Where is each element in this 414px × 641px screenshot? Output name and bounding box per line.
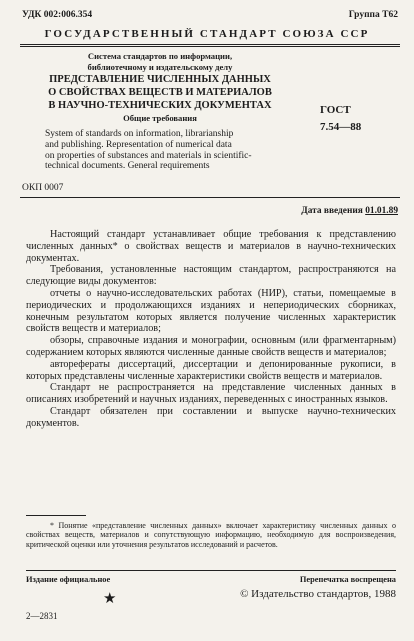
header-rule-top — [20, 44, 400, 45]
english-line-2: and publishing. Representation of numerical data — [45, 139, 232, 150]
general-requirements: Общие требования — [123, 113, 197, 123]
introduction-date — [301, 206, 398, 216]
footer-rule — [26, 570, 396, 571]
english-line-4: technical documents. General requirements — [45, 161, 210, 172]
system-line-1: Система стандартов по информации, — [87, 51, 233, 61]
footnote-rule — [26, 515, 86, 516]
page-code: 2—2831 — [26, 611, 58, 621]
standard-header-title: ГОСУДАРСТВЕННЫЙ СТАНДАРТ СОЮЗА ССР — [44, 28, 370, 40]
main-title-line-3: В НАУЧНО-ТЕХНИЧЕСКИХ ДОКУМЕНТАХ — [48, 100, 272, 111]
official-edition: Издание официальное — [26, 575, 111, 584]
english-line-3: on properties of substances and materials in scientific- — [45, 150, 252, 161]
paragraph-7: Стандарт обязателен при составлении и выпуске научно-технических документов. — [26, 405, 396, 429]
udk-code: УДК 002:006.354 — [22, 10, 93, 20]
english-title — [45, 129, 252, 172]
paragraph-1: Настоящий стандарт устанавливает общие требования к представлению численных данных* о свойствах веществ и материалов в научно-технических документах. — [26, 229, 396, 264]
body-text — [26, 229, 396, 430]
title-block-rule — [20, 197, 400, 198]
system-line-2: библиотечному и издательскому делу — [87, 61, 233, 72]
star-icon: ★ — [103, 591, 117, 607]
copyright: © Издательство стандартов, 1988 — [240, 588, 396, 600]
gost-label: ГОСТ — [320, 104, 351, 116]
paragraph-4: обзоры, справочные издания и монографии, основным (или фрагментарным) содержанием которых являются численные данные свойств веществ и материалов; — [26, 335, 396, 358]
footnote: * Понятие «представление численных данных» включает характеристику численных данных о свойствах веществ, материалов и сопутствующую информацию, необходимую для воспроизведения, критической оценки или уточнения результатов исследований и расчетов. — [26, 521, 396, 549]
group-code: Группа Т62 — [348, 10, 398, 20]
gost-number: 7.54—88 — [320, 121, 362, 133]
date-value: 01.01.89 — [365, 206, 398, 216]
paragraph-5: авторефераты диссертаций, диссертации и депонированные рукописи, в которых представлены численные характеристики свойств веществ и материалов. — [26, 358, 396, 382]
english-line-1: System of standards on information, librarianship — [45, 129, 234, 139]
date-label: Дата введения — [301, 206, 366, 216]
header-rule-bottom — [20, 46, 400, 47]
paragraph-3: отчеты о научно-исследовательских работах (НИР), статьи, помещаемые в периодических и продолжающихся изданиях и непериодических сборниках, конечным результатом которых является получение численных характеристик свойств веществ и материалов; — [26, 287, 396, 335]
paragraph-2: Требования, установленные настоящим стандартом, распространяются на следующие виды документов: — [26, 264, 396, 288]
main-title-line-1: ПРЕДСТАВЛЕНИЕ ЧИСЛЕННЫХ ДАННЫХ — [49, 74, 271, 85]
okp-code: ОКП 0007 — [22, 183, 64, 193]
paragraph-6: Стандарт не распространяется на представление численных данных в описаниях изобретений и научных изданиях, переведенных с иностранных языков. — [26, 382, 396, 406]
main-title-line-2: О СВОЙСТВАХ ВЕЩЕСТВ И МАТЕРИАЛОВ — [48, 87, 272, 98]
reprint-prohibited: Перепечатка воспрещена — [299, 575, 396, 584]
